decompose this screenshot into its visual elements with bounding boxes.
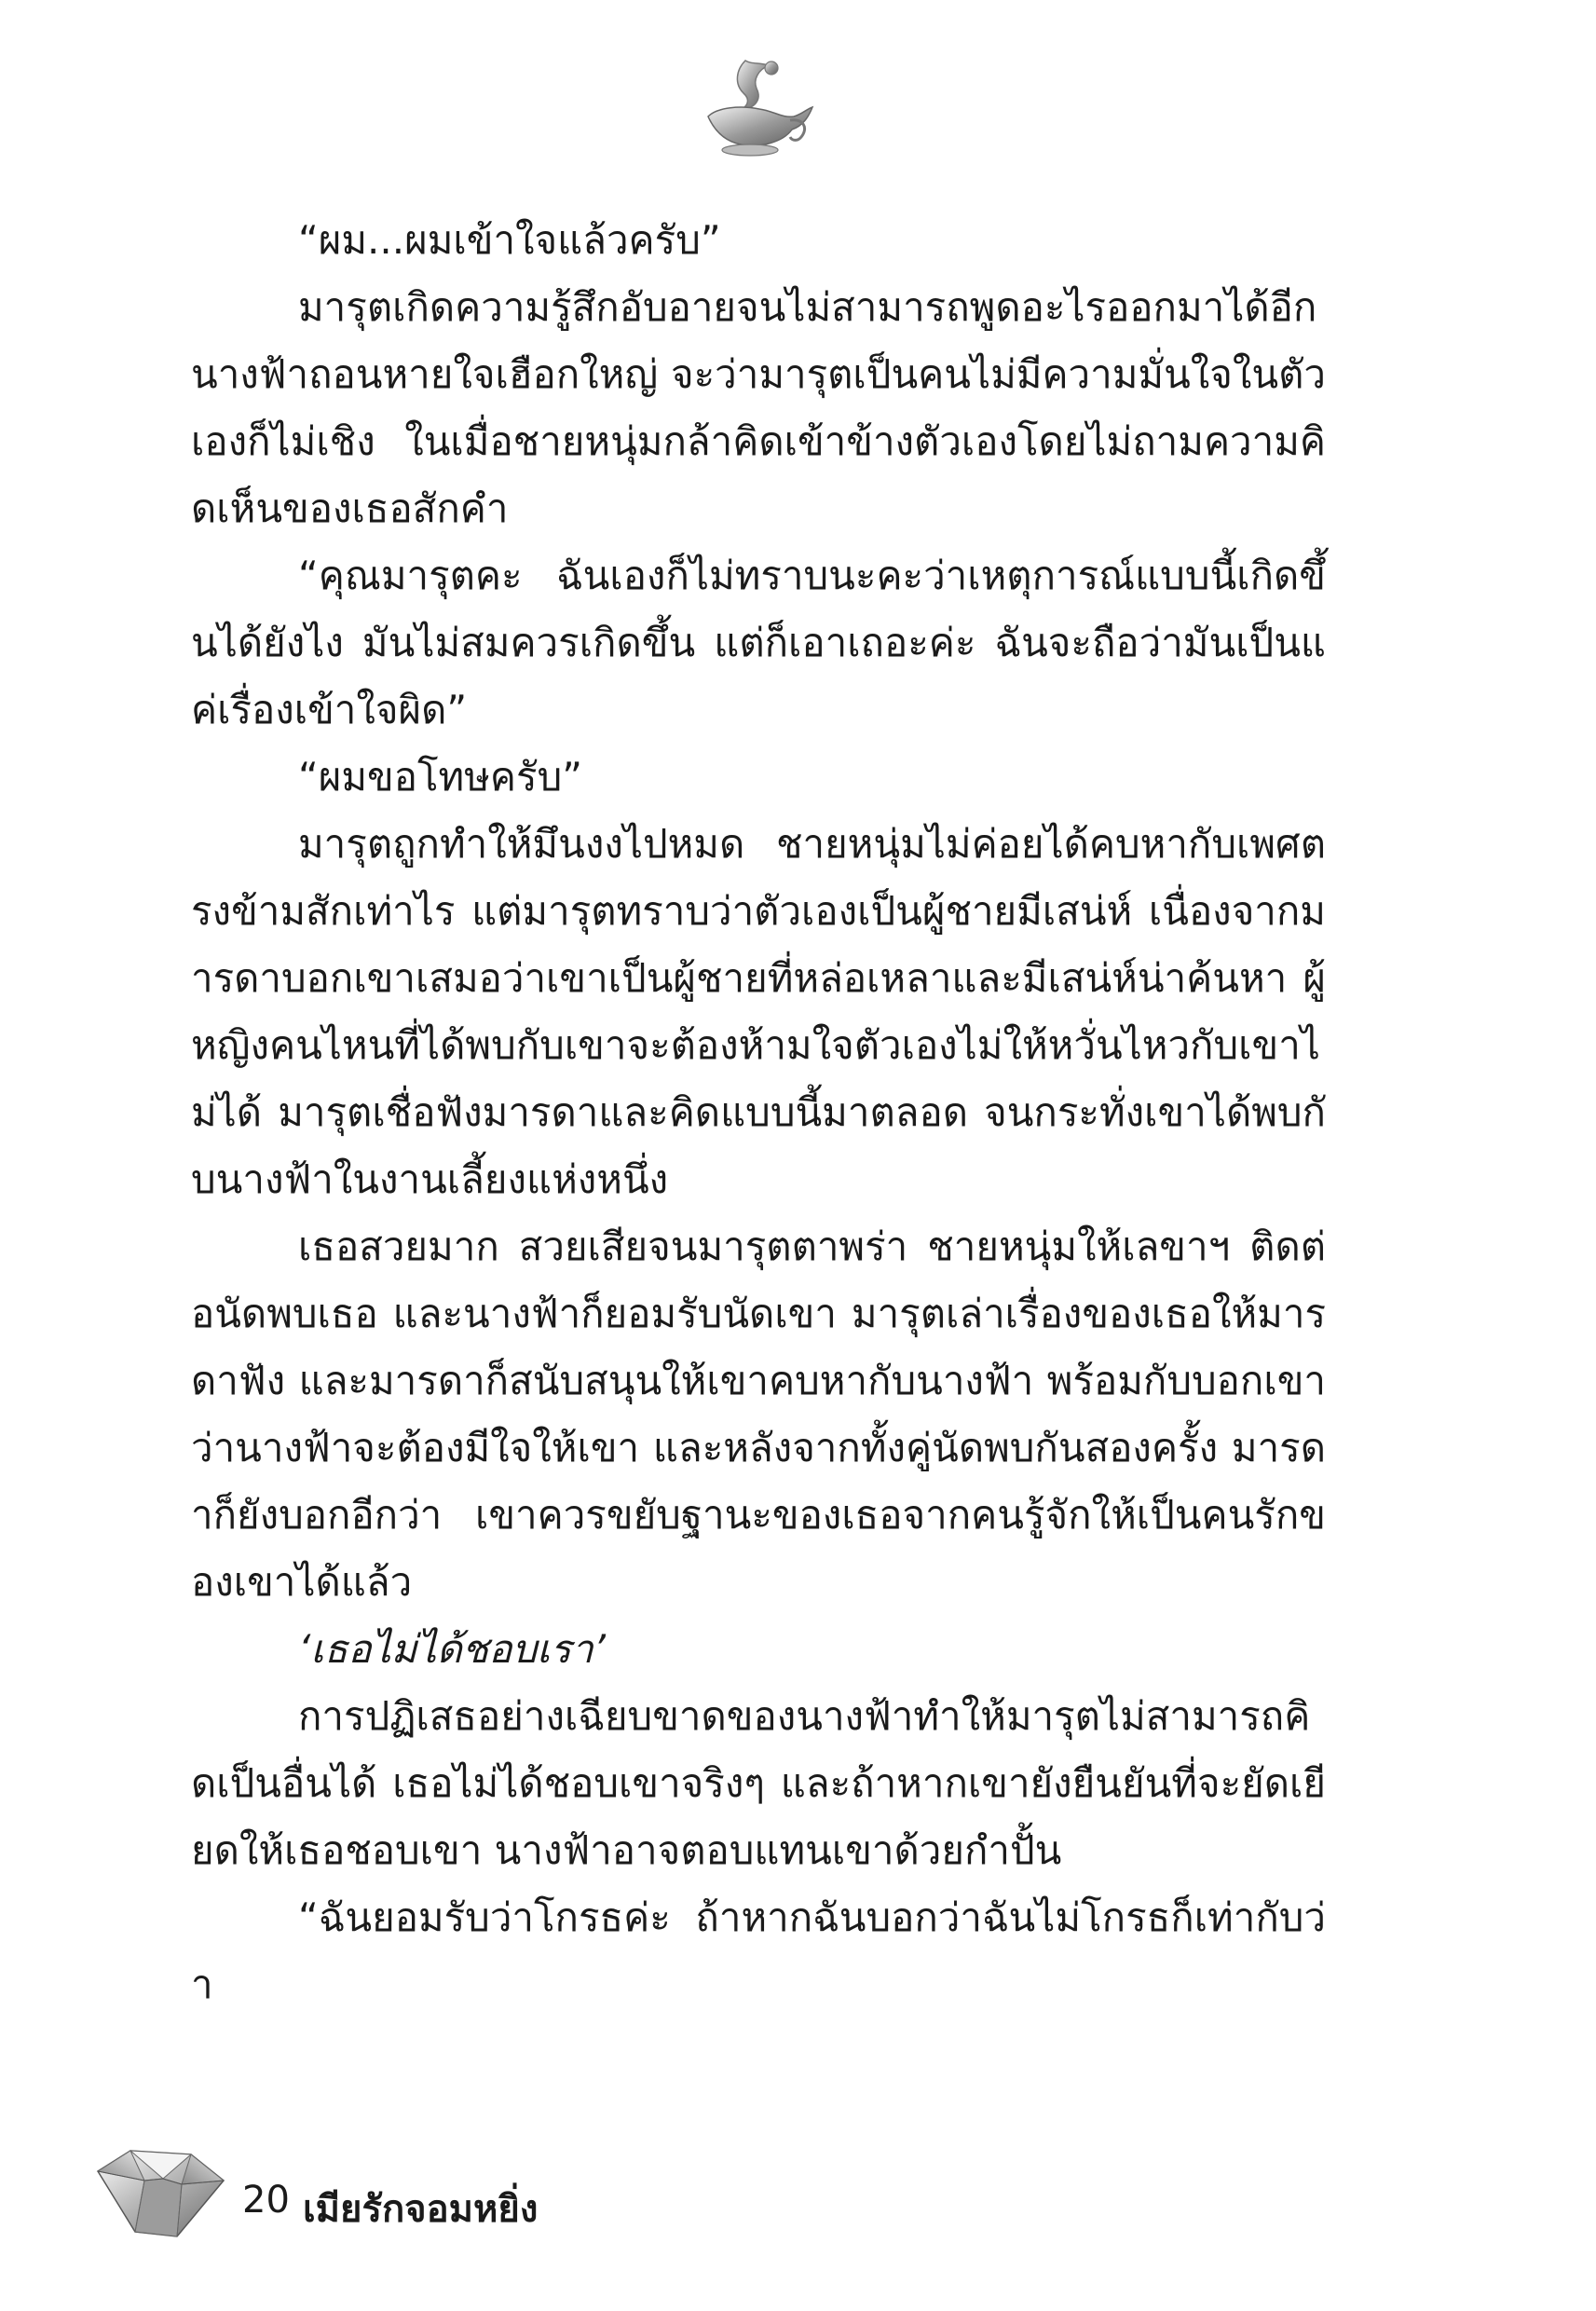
paragraph: “คุณมารุตคะ ฉันเองก็ไม่ทราบนะคะว่าเหตุการณ์แบบนี้เกิดขึ้นได้ยังไง มันไม่สมควรเกิดขึ้น แต่ก็เอาเถอะค่ะ ฉันจะถือว่ามันเป็นแค่เรื่องเข้าใจผิด”: [191, 553, 1326, 732]
page-footer: [89, 2143, 741, 2246]
diamond-icon: [89, 2143, 228, 2246]
book-title: เมียรักจอมหยิ่ง: [303, 2188, 539, 2231]
italic-thought: ‘เธอไม่ได้ชอบเรา’: [298, 1626, 607, 1672]
paragraph: “ฉันยอมรับว่าโกรธค่ะ ถ้าหากฉันบอกว่าฉันไม่โกรธก็เท่ากับว่า: [191, 1894, 1326, 2007]
paragraph: “ผมขอโทษครับ”: [298, 754, 582, 800]
paragraph: มารุตเกิดความรู้สึกอับอายจนไม่สามารถพูดอะไรออกมาได้อีก นางฟ้าถอนหายใจเฮือกใหญ่ จะว่ามารุตเป็นคนไม่มีความมั่นใจในตัวเองก็ไม่เชิง ในเมื่อชายหนุ่มกล้าคิดเข้าข้างตัวเองโดยไม่ถามความคิดเห็นของเธอสักคำ: [191, 284, 1326, 531]
paragraph: การปฏิเสธอย่างเฉียบขาดของนางฟ้าทำให้มารุตไม่สามารถคิดเป็นอื่นได้ เธอไม่ได้ชอบเขาจริงๆ และถ้าหากเขายังยืนยันที่จะยัดเยียดให้เธอชอบเขา นางฟ้าอาจตอบแทนเขาด้วยกำปั้น: [191, 1693, 1326, 1873]
page-number: 20: [242, 2179, 290, 2222]
paragraph: มารุตถูกทำให้มึนงงไปหมด ชายหนุ่มไม่ค่อยได้คบหากับเพศตรงข้ามสักเท่าไร แต่มารุตทราบว่าตัวเองเป็นผู้ชายมีเสน่ห์ เนื่องจากมารดาบอกเขาเสมอว่าเขาเป็นผู้ชายที่หล่อเหลาและมีเสน่ห์น่าค้นหา ผู้หญิงคนไหนที่ได้พบกับเขาจะต้องห้ามใจตัวเองไม่ให้หวั่นไหวกับเขาไม่ได้ มารุตเชื่อฟังมารดาและคิดแบบนี้มาตลอด จนกระทั่งเขาได้พบกับนางฟ้าในงานเลี้ยงแห่งหนึ่ง: [191, 821, 1326, 1202]
paragraph: เธอสวยมาก สวยเสียจนมารุตตาพร่า ชายหนุ่มให้เลขาฯ ติดต่อนัดพบเธอ และนางฟ้าก็ยอมรับนัดเขา มารุตเล่าเรื่องของเธอให้มารดาฟัง และมารดาก็สนับสนุนให้เขาคบหากับนางฟ้า พร้อมกับบอกเขาว่านางฟ้าจะต้องมีใจให้เขา และหลังจากทั้งคู่นัดพบกันสองครั้ง มารดาก็ยังบอกอีกว่า เขาควรขยับฐานะของเธอจากคนรู้จักให้เป็นคนรักของเขาได้แล้ว: [191, 1224, 1326, 1605]
genie-lamp-icon: [689, 51, 820, 163]
body-text: [191, 207, 1326, 2018]
paragraph: “ผม...ผมเข้าใจแล้วครับ”: [298, 217, 721, 263]
